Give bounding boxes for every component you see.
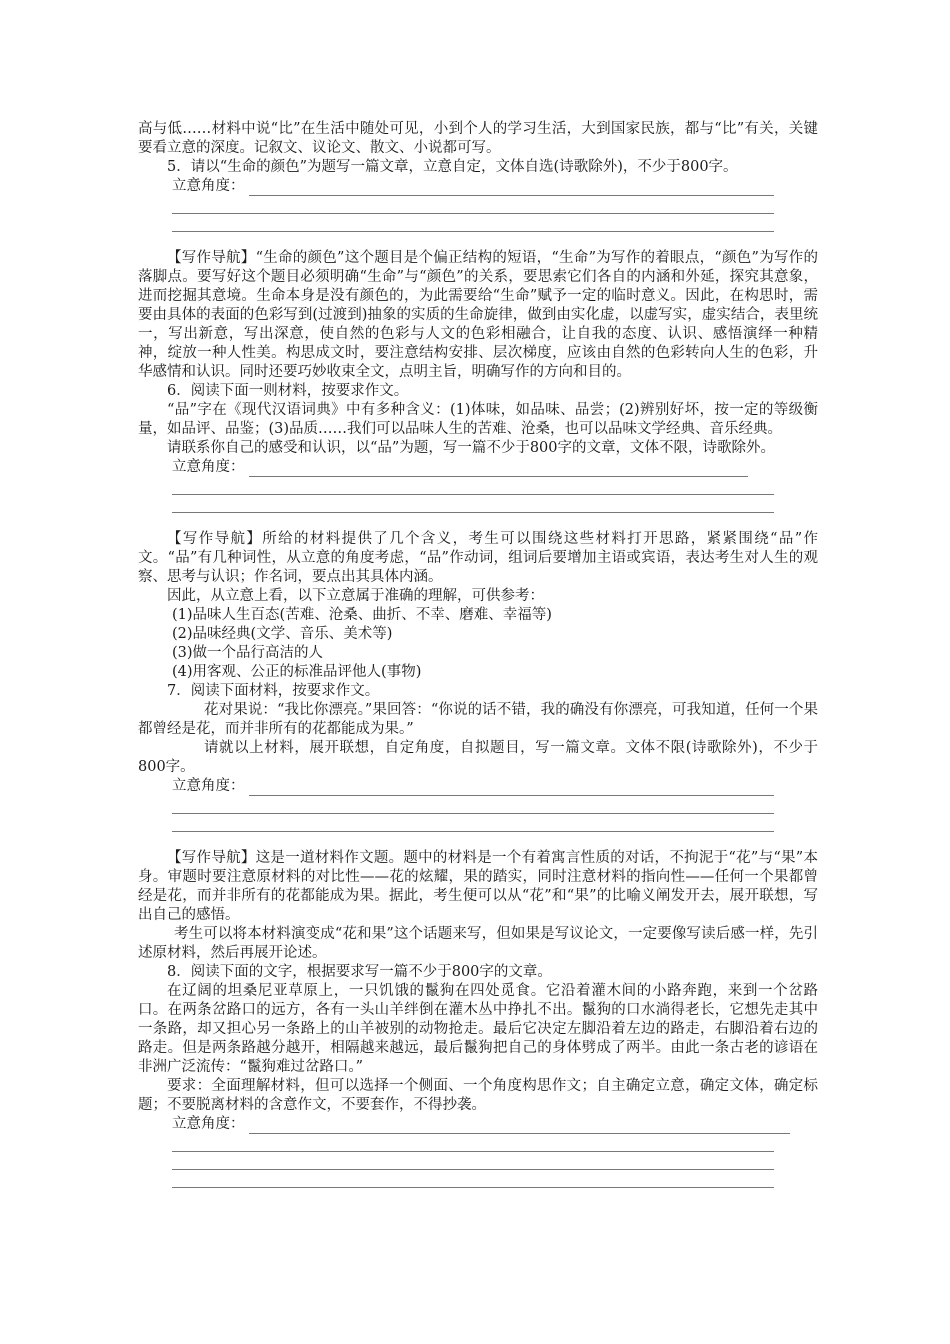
q6-option: (4)用客观、公正的标准品评他人(事物) (172, 664, 422, 680)
q7-prompt: 7．阅读下面材料，按要求作文。 (167, 683, 380, 699)
q8-answer-line-4[interactable] (172, 1170, 774, 1188)
q7-answer-line-1[interactable] (249, 781, 775, 796)
worksheet-page (138, 120, 818, 1188)
q5-answer-line-3[interactable] (172, 214, 774, 232)
q7-answer-line-2[interactable] (172, 796, 774, 814)
q6-writing-guide: 【写作导航】所给的材料提供了几个含义，考生可以围绕这些材料打开思路，紧紧围绕“品”作文。“品”有几种词性，从立意的角度考虑，“品”作动词，组词后要增加主语或宾语，表达考生对人生的观察、思考与认识；作名词，要点出其具体内涵。 (138, 531, 818, 585)
q6-answer-line-1[interactable] (249, 462, 749, 477)
q8-angle-row (138, 1115, 818, 1134)
q6-option: (1)品味人生百态(苦难、沧桑、曲折、不幸、磨难、幸福等) (172, 607, 552, 623)
q8-requirement: 要求：全面理解材料，但可以选择一个侧面、一个角度构思作文；自主确定立意，确定文体，确定标题；不要脱离材料的含意作文，不要套作，不得抄袭。 (138, 1078, 818, 1113)
q8-material: 在辽阔的坦桑尼亚草原上，一只饥饿的鬣狗在四处觅食。它沿着灌木间的小路奔跑，来到一个岔路口。在两条岔路口的远方，各有一头山羊绊倒在灌木丛中挣扎不出。鬣狗的口水淌得老长，它想先走其中一条路，却又担心另一条路上的山羊被别的动物抢走。最后它决定左脚沿着左边的路走，右脚沿着右边的路走。但是两条路越分越开，相隔越来越远，最后鬣狗把自己的身体劈成了两半。由此一条古老的谚语在非洲广泛流传：“鬣狗难过岔路口。” (138, 983, 818, 1075)
q7-material: 花对果说：“我比你漂亮。”果回答：“你说的话不错，我的确没有你漂亮，可我知道，任何一个果都曾经是花，而并非所有的花都能成为果。” (138, 702, 818, 737)
q6-requirement: 请联系你自己的感受和认识，以“品”为题，写一篇不少于800字的文章，文体不限，诗歌除外。 (167, 440, 775, 456)
q6-prompt: 6．阅读下面一则材料，按要求作文。 (167, 383, 409, 399)
q5-prompt: 5．请以“生命的颜色”为题写一篇文章，立意自定，文体自选(诗歌除外)，不少于800字。 (167, 159, 738, 175)
q7-writing-guide: 【写作导航】这是一道材料作文题。题中的材料是一个有着寓言性质的对话，不拘泥于“花”与“果”本身。审题时要注意原材料的对比性——花的炫耀，果的踏实，同时注意材料的指向性——任何一个果都曾经是花，而并非所有的花都能成为果。据此，考生便可以从“花”和“果”的比喻义阐发开去，展开联想，写出自己的感悟。 (138, 850, 818, 923)
q6-option: (3)做一个品行高洁的人 (172, 645, 324, 661)
q6-answer-line-2[interactable] (172, 477, 774, 495)
q5-answer-line-1[interactable] (249, 181, 775, 196)
angle-label: 立意角度： (172, 178, 245, 194)
q8-prompt: 8．阅读下面的文字，根据要求写一篇不少于800字的文章。 (167, 964, 552, 980)
q8-answer-line-3[interactable] (172, 1152, 774, 1170)
q7-answer-line-3[interactable] (172, 814, 774, 832)
q6-material: “品”字在《现代汉语词典》中有多种含义：(1)体味，如品味、品尝；(2)辨别好坏，按一定的等级衡量，如品评、品鉴；(3)品质……我们可以品味人生的苦难、沧桑，也可以品味文学经典、音乐经典。 (138, 402, 818, 437)
q6-option: (2)品味经典(文学、音乐、美术等) (172, 626, 393, 642)
q7-guide-note: 考生可以将本材料演变成“花和果”这个话题来写，但如果是写议论文，一定要像写读后感一样，先引述原材料，然后再展开论述。 (138, 926, 818, 961)
q5-writing-guide: 【写作导航】“生命的颜色”这个题目是个偏正结构的短语，“生命”为写作的着眼点，“颜色”为写作的落脚点。要写好这个题目必须明确“生命”与“颜色”的关系，要思索它们各自的内涵和外延，探究其意象，进而挖掘其意境。生命本身是没有颜色的，为此需要给“生命”赋予一定的临时意义。因此，在构思时，需要由具体的表面的色彩写到(过渡到)抽象的实质的生命旋律，做到由实化虚，以虚写实，虚实结合，表里统一，写出新意，写出深意，使自然的色彩与人文的色彩相融合，让自我的态度、认识、感悟演绎一种精神，绽放一种人性美。构思成文时，要注意结构安排、层次梯度，应该由自然的色彩转向人生的色彩，升华感情和认识。同时还要巧妙收束全文，点明主旨，明确写作的方向和目的。 (138, 250, 818, 380)
intro-continuation: 高与低……材料中说“比”在生活中随处可见，小到个人的学习生活，大到国家民族，都与“比”有关，关键要看立意的深度。记叙文、议论文、散文、小说都可写。 (138, 121, 818, 156)
q5-angle-row (138, 177, 818, 196)
q7-angle-row (138, 777, 818, 796)
q7-requirement: 请就以上材料，展开联想，自定角度，自拟题目，写一篇文章。文体不限(诗歌除外)，不少于800字。 (138, 740, 818, 775)
q5-answer-line-2[interactable] (172, 196, 774, 214)
q6-angle-row (138, 458, 818, 477)
q6-guide-reference: 因此，从立意上看，以下立意属于准确的理解，可供参考： (167, 588, 544, 604)
angle-label: 立意角度： (172, 1116, 245, 1132)
angle-label: 立意角度： (172, 459, 245, 475)
angle-label: 立意角度： (172, 778, 245, 794)
q8-answer-line-2[interactable] (172, 1134, 774, 1152)
q8-answer-line-1[interactable] (249, 1119, 791, 1134)
q6-answer-line-3[interactable] (172, 495, 774, 513)
